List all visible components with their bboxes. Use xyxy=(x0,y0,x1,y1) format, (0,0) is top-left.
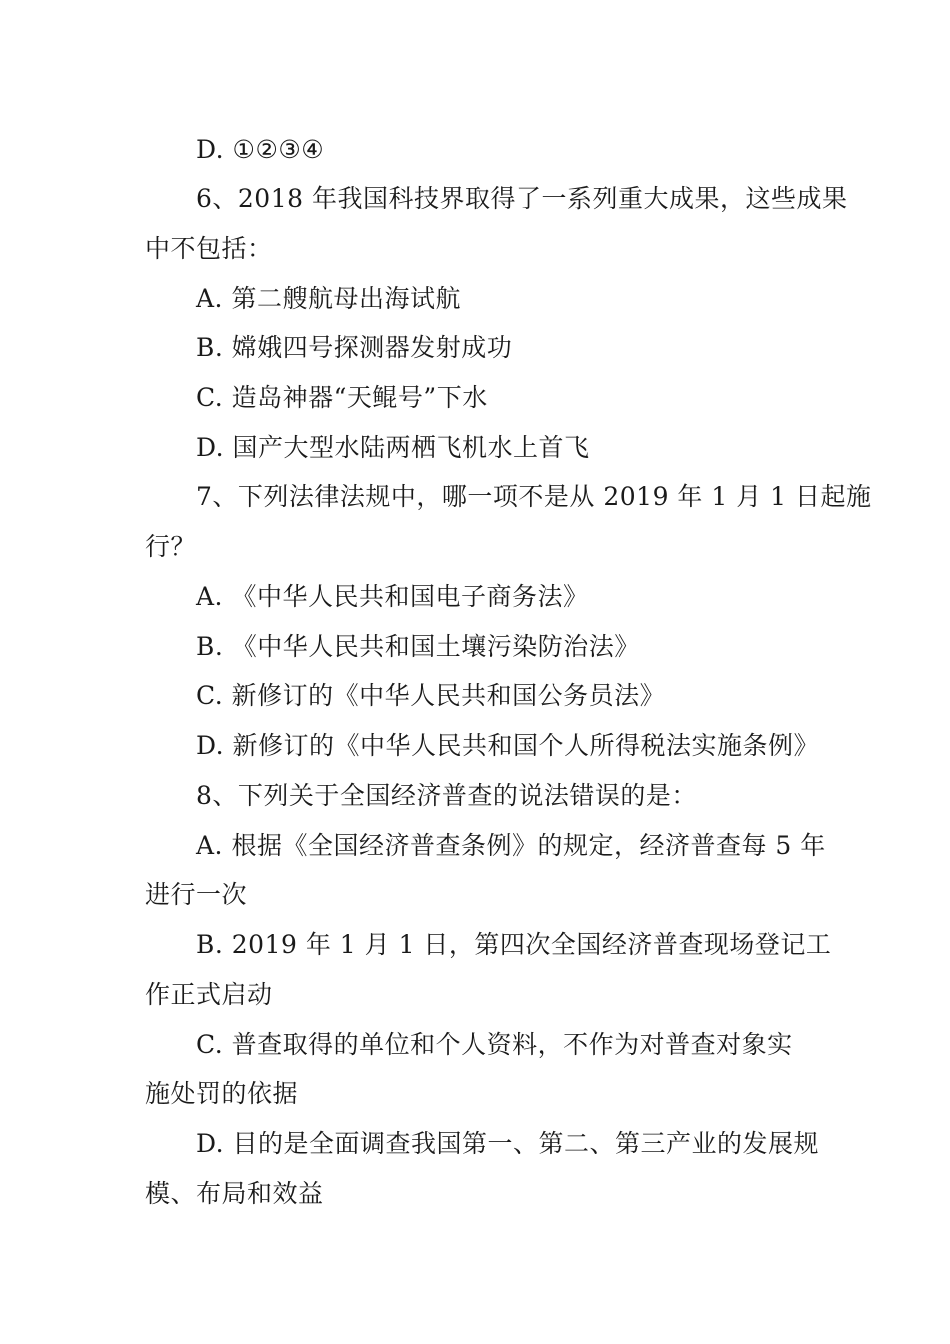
question-8-option-b-cont: 作正式启动 xyxy=(145,980,273,1009)
question-8-stem: 8、下列关于全国经济普查的说法错误的是： xyxy=(196,781,697,810)
question-7-option-c: C. 新修订的《中华人民共和国公务员法》 xyxy=(196,681,666,710)
question-8-option-d-cont: 模、布局和效益 xyxy=(145,1179,324,1208)
question-7-option-d: D. 新修订的《中华人民共和国个人所得税法实施条例》 xyxy=(196,731,820,760)
question-6-option-c: C. 造岛神器“天鲲号”下水 xyxy=(196,383,488,412)
question-8-option-c: C. 普查取得的单位和个人资料，不作为对普查对象实 xyxy=(196,1030,793,1059)
question-8-option-b: B. 2019 年 1 月 1 日，第四次全国经济普查现场登记工 xyxy=(196,930,832,959)
question-6-option-b: B. 嫦娥四号探测器发射成功 xyxy=(196,333,513,362)
question-8-option-a: A. 根据《全国经济普查条例》的规定，经济普查每 5 年 xyxy=(196,831,826,860)
question-6-stem: 6、2018 年我国科技界取得了一系列重大成果，这些成果 xyxy=(196,184,848,213)
prev-option-d: D. ①②③④ xyxy=(196,135,325,164)
question-7-option-b: B. 《中华人民共和国土壤污染防治法》 xyxy=(196,632,640,661)
question-6-option-d: D. 国产大型水陆两栖飞机水上首飞 xyxy=(196,433,590,462)
question-8-option-d: D. 目的是全面调查我国第一、第二、第三产业的发展规 xyxy=(196,1129,820,1158)
question-6-stem-cont: 中不包括： xyxy=(145,234,273,263)
question-7-stem-cont: 行？ xyxy=(145,532,197,561)
question-8-option-c-cont: 施处罚的依据 xyxy=(145,1079,299,1108)
question-7-stem: 7、下列法律法规中，哪一项不是从 2019 年 1 月 1 日起施 xyxy=(196,482,872,511)
question-7-option-a: A. 《中华人民共和国电子商务法》 xyxy=(196,582,589,611)
question-8-option-a-cont: 进行一次 xyxy=(145,880,248,909)
question-6-option-a: A. 第二艘航母出海试航 xyxy=(196,284,461,313)
